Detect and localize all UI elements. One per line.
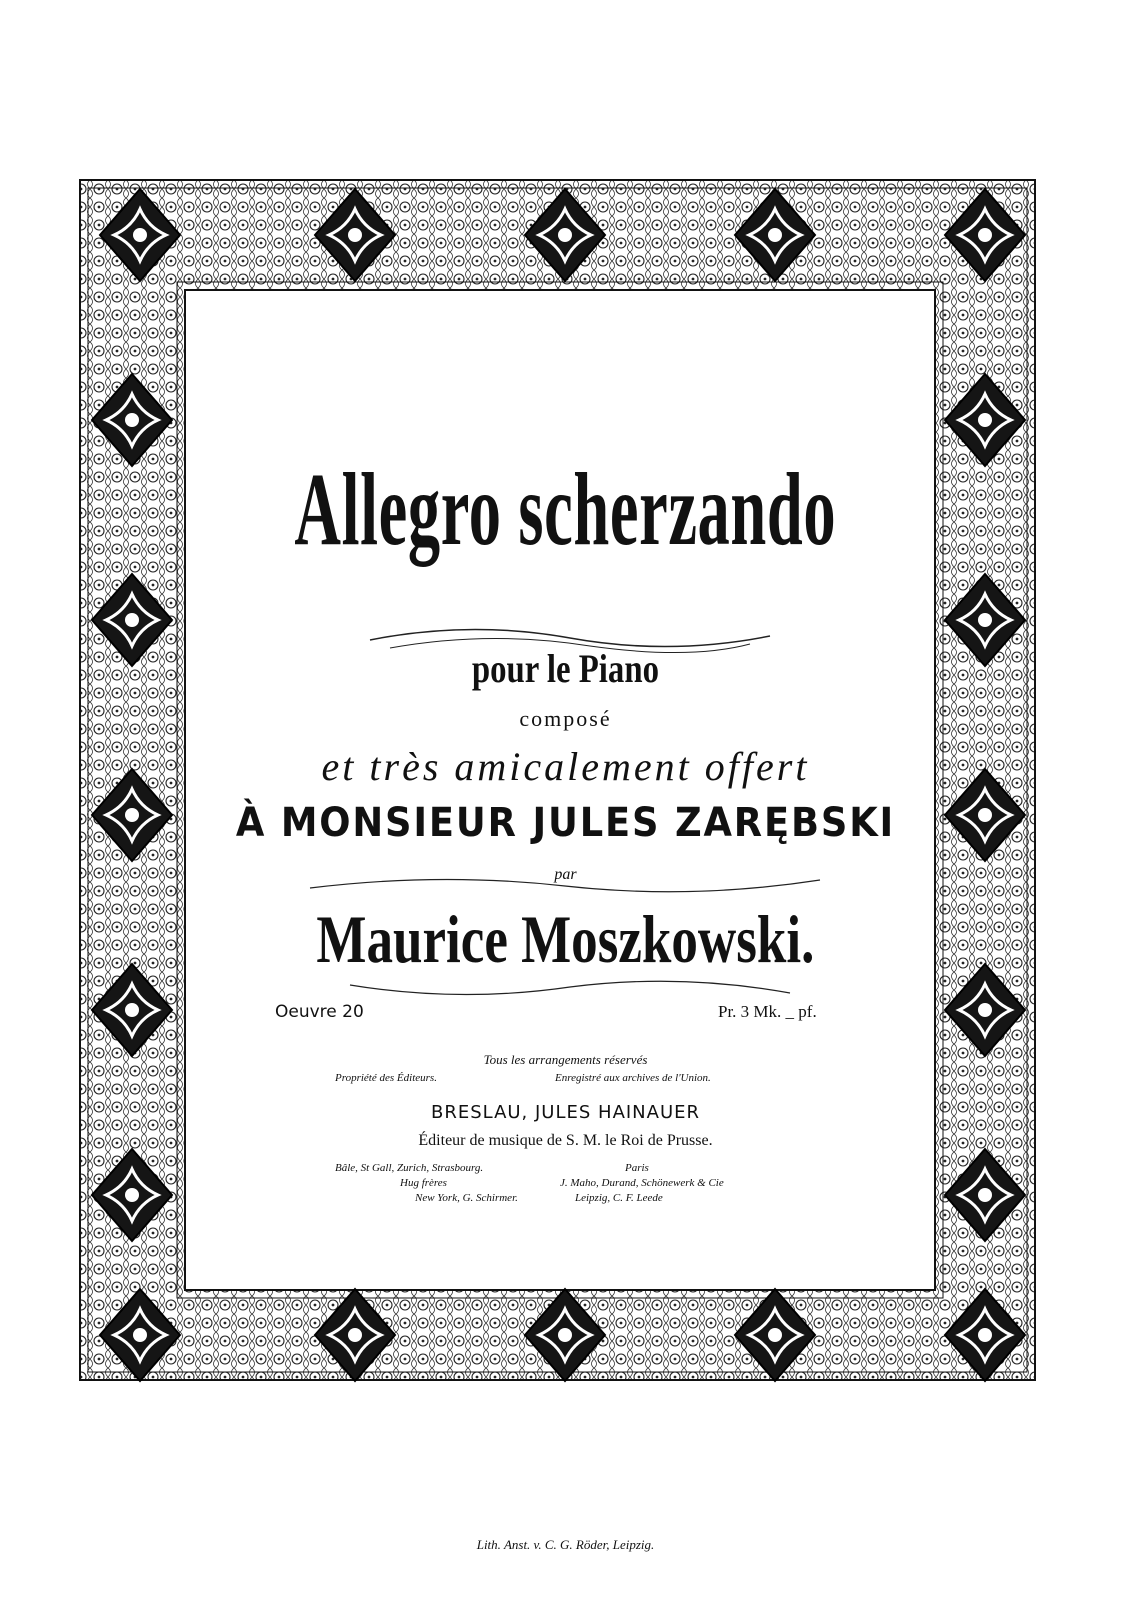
rights-right: Enregistré aux archives de l'Union. bbox=[555, 1072, 711, 1084]
agent-right-2: J. Maho, Durand, Schönewerk & Cie bbox=[560, 1177, 724, 1189]
agent-left-3: New York, G. Schirmer. bbox=[415, 1192, 518, 1204]
composer-name: Maurice Moszkowski. bbox=[316, 901, 815, 977]
rights-left: Propriété des Éditeurs. bbox=[335, 1072, 437, 1084]
by-line: par bbox=[554, 866, 577, 883]
price: Pr. 3 Mk. _ pf. bbox=[718, 1002, 817, 1021]
agent-left-2: Hug frères bbox=[400, 1177, 447, 1189]
publisher-name: BRESLAU, JULES HAINAUER bbox=[430, 1102, 701, 1123]
lithographer-credit: Lith. Anst. v. C. G. Röder, Leipzig. bbox=[476, 1537, 655, 1552]
rights-notice: Tous les arrangements réservés bbox=[483, 1052, 648, 1067]
opus-number: Oeuvre 20 bbox=[275, 1002, 364, 1022]
agent-left-1: Bâle, St Gall, Zurich, Strasbourg. bbox=[335, 1162, 484, 1174]
title: Allegro scherzando bbox=[294, 452, 837, 567]
dedication-line: et très amicalement offert bbox=[321, 744, 810, 789]
subtitle: pour le Piano bbox=[471, 646, 659, 691]
dedicatee: À MONSIEUR JULES ZARĘBSKI bbox=[235, 800, 896, 846]
composer-flourish bbox=[300, 870, 830, 900]
composer-underline-flourish bbox=[340, 975, 800, 1005]
agent-right-3: Leipzig, C. F. Leede bbox=[575, 1192, 663, 1204]
publisher-title: Éditeur de musique de S. M. le Roi de Prusse. bbox=[418, 1132, 713, 1149]
agent-right-1: Paris bbox=[625, 1162, 649, 1174]
composed-line: composé bbox=[519, 706, 612, 731]
